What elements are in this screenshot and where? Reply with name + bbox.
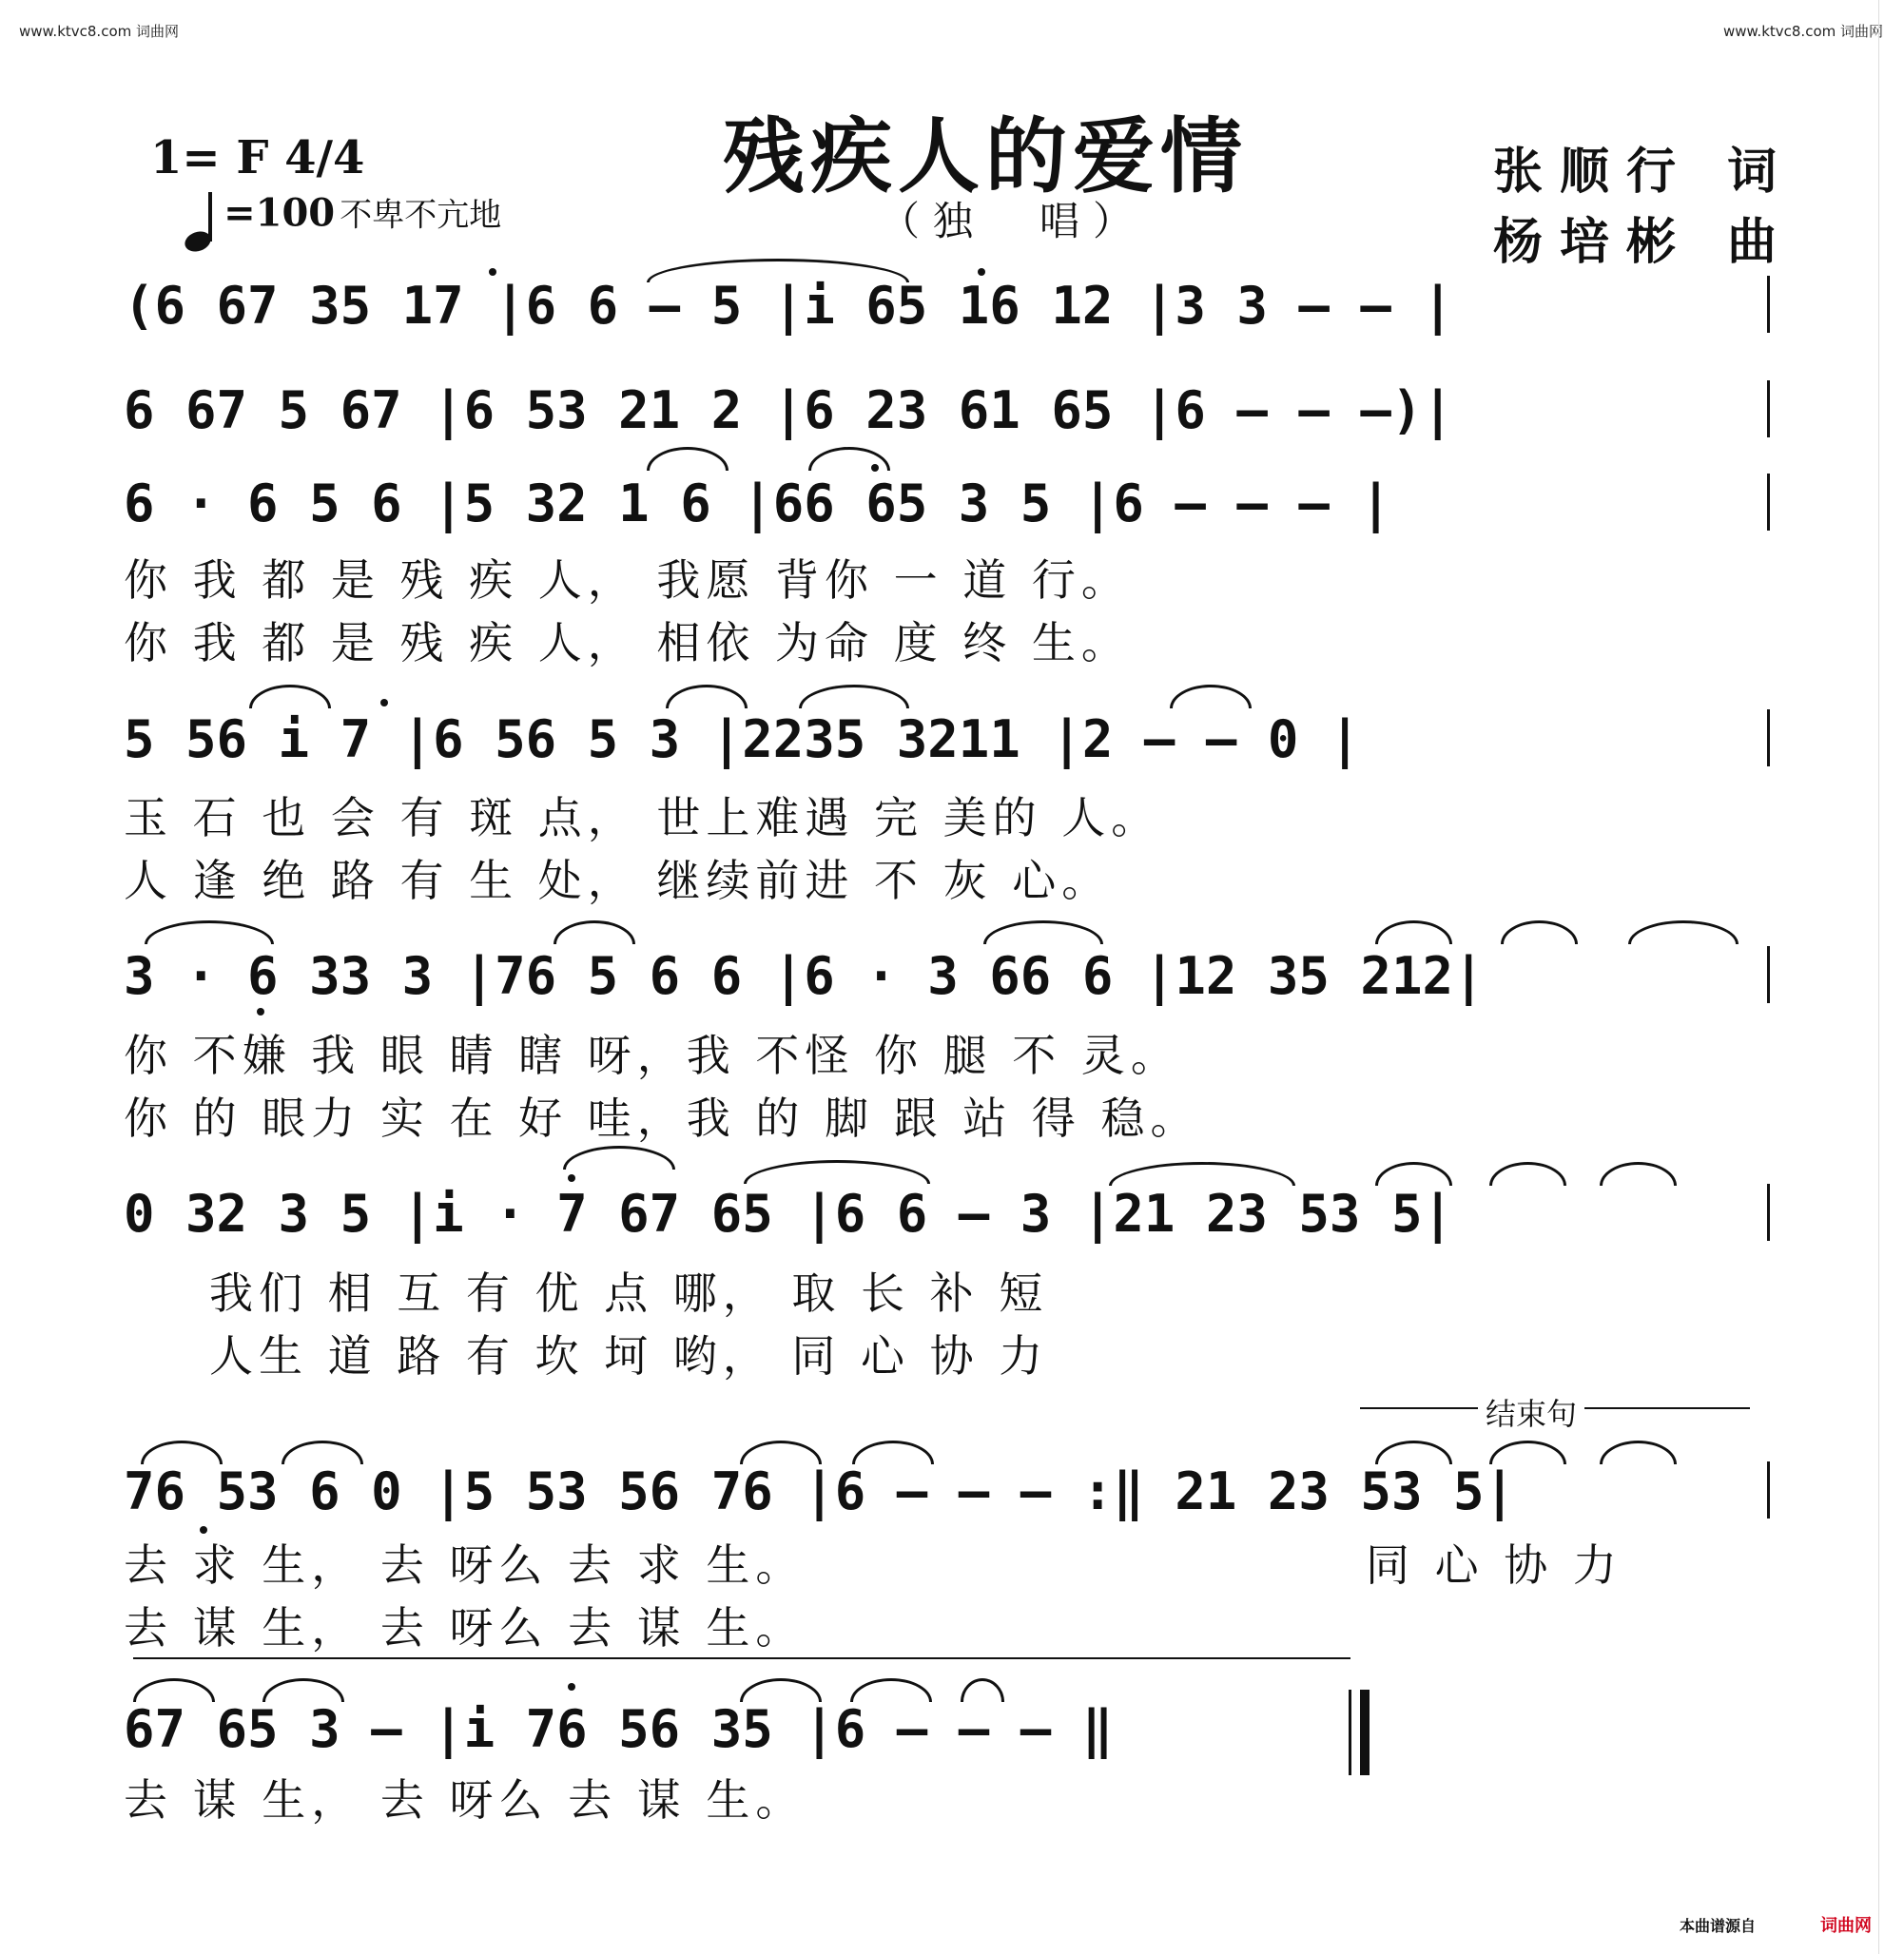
slur-mark (647, 259, 909, 282)
footer-source-text: 本曲谱源自 (1680, 1917, 1757, 1935)
barline (1767, 946, 1770, 1003)
final-barline-thin (1349, 1690, 1351, 1775)
barline (1767, 276, 1770, 333)
barline (1767, 1184, 1770, 1241)
octave-dot (257, 1008, 264, 1016)
notation-line-2: 6 67 5 67 |6 53 21 2 |6 23 61 65 |6 — — —)| (124, 380, 1453, 440)
slur-mark (744, 1160, 930, 1184)
slur-mark (1501, 920, 1578, 944)
tempo-text: 不卑不亢地 (340, 196, 502, 235)
slur-mark (262, 1678, 344, 1702)
notation-line-4: 5 56 i 7 |6 56 5 3 |2235 3211 |2 — — 0 | (124, 709, 1361, 769)
song-subtitle: （独 唱） (880, 198, 1147, 244)
octave-dot (380, 699, 388, 706)
slur-mark (145, 920, 274, 944)
barline (1767, 709, 1770, 766)
fermata-mark (961, 1678, 1004, 1702)
lyric-line: 你 我 都 是 残 疾 人， 我愿 背你 一 道 行。 (124, 554, 1131, 606)
slur-mark (983, 920, 1103, 944)
slur-mark (799, 685, 909, 708)
slur-mark (1600, 1162, 1677, 1186)
slur-mark (850, 1678, 932, 1702)
slur-mark (563, 1146, 675, 1170)
slur-mark (1109, 1162, 1295, 1186)
slur-mark (1600, 1441, 1677, 1464)
slur-mark (133, 1678, 215, 1702)
octave-dot (978, 268, 985, 276)
tempo-marking (181, 188, 501, 255)
slur-mark (1375, 1441, 1452, 1464)
coda-bracket-line (133, 1657, 1350, 1659)
slur-mark (1628, 920, 1739, 944)
lyric-line: 我们 相 互 有 优 点 哪， 取 长 补 短 (209, 1267, 1049, 1319)
slur-mark (740, 1441, 822, 1464)
footer-brand-link[interactable]: 词曲网 (1820, 1916, 1872, 1936)
notation-line-5: 3 · 6 33 3 |76 5 6 6 |6 · 3 66 6 |12 35 212| (124, 946, 1485, 1006)
ending-label: 结束句 (1478, 1390, 1584, 1434)
lyric-line: 人 逢 绝 路 有 生 处， 继续前进 不 灰 心。 (124, 855, 1112, 906)
octave-dot (489, 268, 496, 276)
barline (1767, 474, 1770, 531)
page-edge-strip (1878, 0, 1893, 1954)
notation-line-1: (6 67 35 17 |6 6 — 5 |i 65 16 12 |3 3 — — | (124, 276, 1453, 336)
notation-line-7: 76 53 6 0 |5 53 56 76 |6 — — — :‖ 21 23 53 5| (124, 1461, 1515, 1521)
slur-mark (1489, 1441, 1566, 1464)
notation-line-6: 0 32 3 5 |i · 7 67 65 |6 6 — 3 |21 23 53 5| (124, 1184, 1453, 1244)
lyricist-credit: 张顺行 词 (1493, 143, 1795, 201)
lyric-line: 你 不嫌 我 眼 睛 瞎 呀，我 不怪 你 腿 不 灵。 (124, 1030, 1180, 1081)
lyric-line: 去 谋 生， 去 呀么 去 谋 生。 (124, 1602, 806, 1654)
octave-dot (568, 1683, 575, 1691)
final-barline (1360, 1690, 1370, 1775)
slur-mark (1489, 1162, 1566, 1186)
lyric-line: 你 的 眼力 实 在 好 哇，我 的 脚 跟 站 得 稳。 (124, 1093, 1200, 1144)
slur-mark (1375, 920, 1452, 944)
quarter-note-icon (181, 188, 219, 255)
lyric-line: 人生 道 路 有 坎 坷 哟， 同 心 协 力 (209, 1330, 1049, 1382)
watermark-left: www.ktvc8.com 词曲网 (19, 23, 180, 40)
slur-mark (1375, 1162, 1452, 1186)
lyric-line: 你 我 都 是 残 疾 人， 相依 为命 度 终 生。 (124, 617, 1131, 668)
slur-mark (141, 1441, 223, 1464)
slur-mark (852, 1441, 934, 1464)
octave-dot (568, 1174, 575, 1182)
slur-mark (740, 1678, 822, 1702)
song-title: 残疾人的爱情 (723, 108, 1248, 204)
composer-credit: 杨培彬 曲 (1493, 213, 1795, 271)
slur-mark (1170, 685, 1252, 708)
slur-mark (282, 1441, 363, 1464)
barline (1767, 380, 1770, 437)
lyric-line: 同 心 协 力 (1366, 1539, 1622, 1591)
lyric-line: 玉 石 也 会 有 斑 点， 世上难遇 完 美的 人。 (124, 792, 1161, 843)
watermark-right: www.ktvc8.com 词曲网 (1723, 23, 1884, 40)
key-signature: 1= F 4/4 (150, 131, 365, 184)
slur-mark (249, 685, 331, 708)
lyric-line: 去 谋 生， 去 呀么 去 谋 生。 (124, 1774, 806, 1826)
notation-line-8: 67 65 3 — |i 76 56 35 |6 — — — ‖ (124, 1699, 1114, 1759)
slur-mark (666, 685, 748, 708)
barline (1767, 1461, 1770, 1519)
lyric-line: 去 求 生， 去 呀么 去 求 生。 (124, 1539, 806, 1591)
slur-mark (647, 447, 729, 471)
tempo-value: =100 (223, 190, 336, 236)
slur-mark (554, 920, 635, 944)
notation-line-3: 6 · 6 5 6 |5 32 1 6 |66 65 3 5 |6 — — — | (124, 474, 1391, 533)
octave-dot (871, 464, 879, 472)
